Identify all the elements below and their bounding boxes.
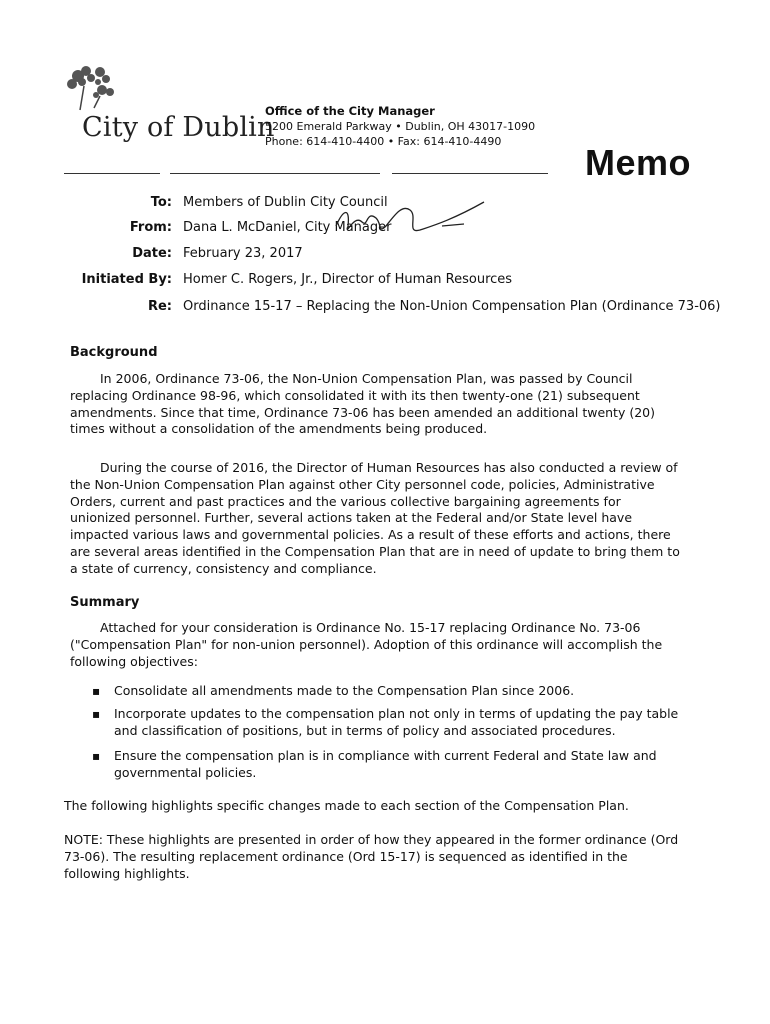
memo-re-row (0, 299, 770, 321)
list-item (92, 748, 692, 781)
re-value: Ordinance 15-17 – Replacing the Non-Union Compensation Plan (Ordinance 73-06) (183, 299, 721, 314)
header-rule-right (392, 173, 548, 174)
bullet-marker: ▪ (92, 749, 101, 763)
background-paragraph-2: During the course of 2016, the Director of Human Resources has also conducted a review of the Non-Union Compensation Plan against other City personnel code, policies, Administrative Orders, current and past practices and the various collective bargaining agreements for unionized personnel. Further, several actions taken at the Federal and/or State level have impacted various laws and governmental policies. As a result of these efforts and actions, there are several areas identified in the Compensation Plan that are in need of update to bring them to a state of currency, consistency and compliance. (70, 460, 680, 576)
memo-title: Memo (585, 142, 692, 183)
header-rule-middle (170, 173, 380, 174)
initiated-label: Initiated By: (81, 272, 172, 287)
from-label: From: (129, 220, 172, 235)
re-label: Re: (147, 299, 172, 314)
from-value: Dana L. McDaniel, City Manager (183, 220, 392, 235)
bullet-text: Ensure the compensation plan is in compliance with current Federal and State law and governmental policies. (114, 748, 657, 780)
bullet-text: Consolidate all amendments made to the Compensation Plan since 2006. (114, 683, 575, 698)
city-name: City of Dublin (82, 112, 275, 143)
to-label: To: (150, 195, 172, 210)
office-block (265, 104, 535, 149)
list-item (92, 683, 692, 700)
initiated-value: Homer C. Rogers, Jr., Director of Human Resources (183, 272, 513, 287)
summary-heading: Summary (70, 595, 140, 610)
background-paragraph-1: In 2006, Ordinance 73-06, the Non-Union Compensation Plan, was passed by Council replacing Ordinance 98-96, which consolidated it with its then twenty-one (21) subsequent amendments. Since that time, Ordinance 73-06 has been amended an additional twenty (20) times without a consolidation of the amendments being produced. (70, 371, 655, 437)
to-value: Members of Dublin City Council (183, 195, 388, 210)
office-contact: Phone: 614-410-4400 • Fax: 614-410-4490 (265, 135, 502, 148)
background-heading: Background (70, 345, 158, 360)
office-address: 5200 Emerald Parkway • Dublin, OH 43017-1090 (265, 120, 536, 133)
note-paragraph: NOTE: These highlights are presented in order of how they appeared in the former ordinance (Ord 73-06). The resulting replacement ordinance (Ord 15-17) is sequenced as identified in the following highlights. (64, 832, 679, 881)
bullet-marker: ▪ (92, 707, 101, 721)
date-label: Date: (132, 246, 172, 261)
highlights-intro: The following highlights specific changes made to each section of the Compensation Plan. (64, 798, 629, 813)
list-item (92, 706, 692, 739)
bullet-text: Incorporate updates to the compensation plan not only in terms of updating the pay table and classification of positions, but in terms of policy and associated procedures. (114, 706, 679, 738)
date-value: February 23, 2017 (183, 246, 303, 261)
memo-initiated-row (0, 272, 770, 294)
office-title: Office of the City Manager (265, 104, 435, 118)
memo-date-row (0, 246, 770, 268)
summary-intro: Attached for your consideration is Ordinance No. 15-17 replacing Ordinance No. 73-06 ("Compensation Plan" for non-union personnel). Adoption of this ordinance will accomplish the following objectives: (70, 620, 663, 669)
signature-icon (332, 196, 490, 246)
header-rule-left (64, 173, 160, 174)
bullet-marker: ▪ (92, 684, 101, 698)
